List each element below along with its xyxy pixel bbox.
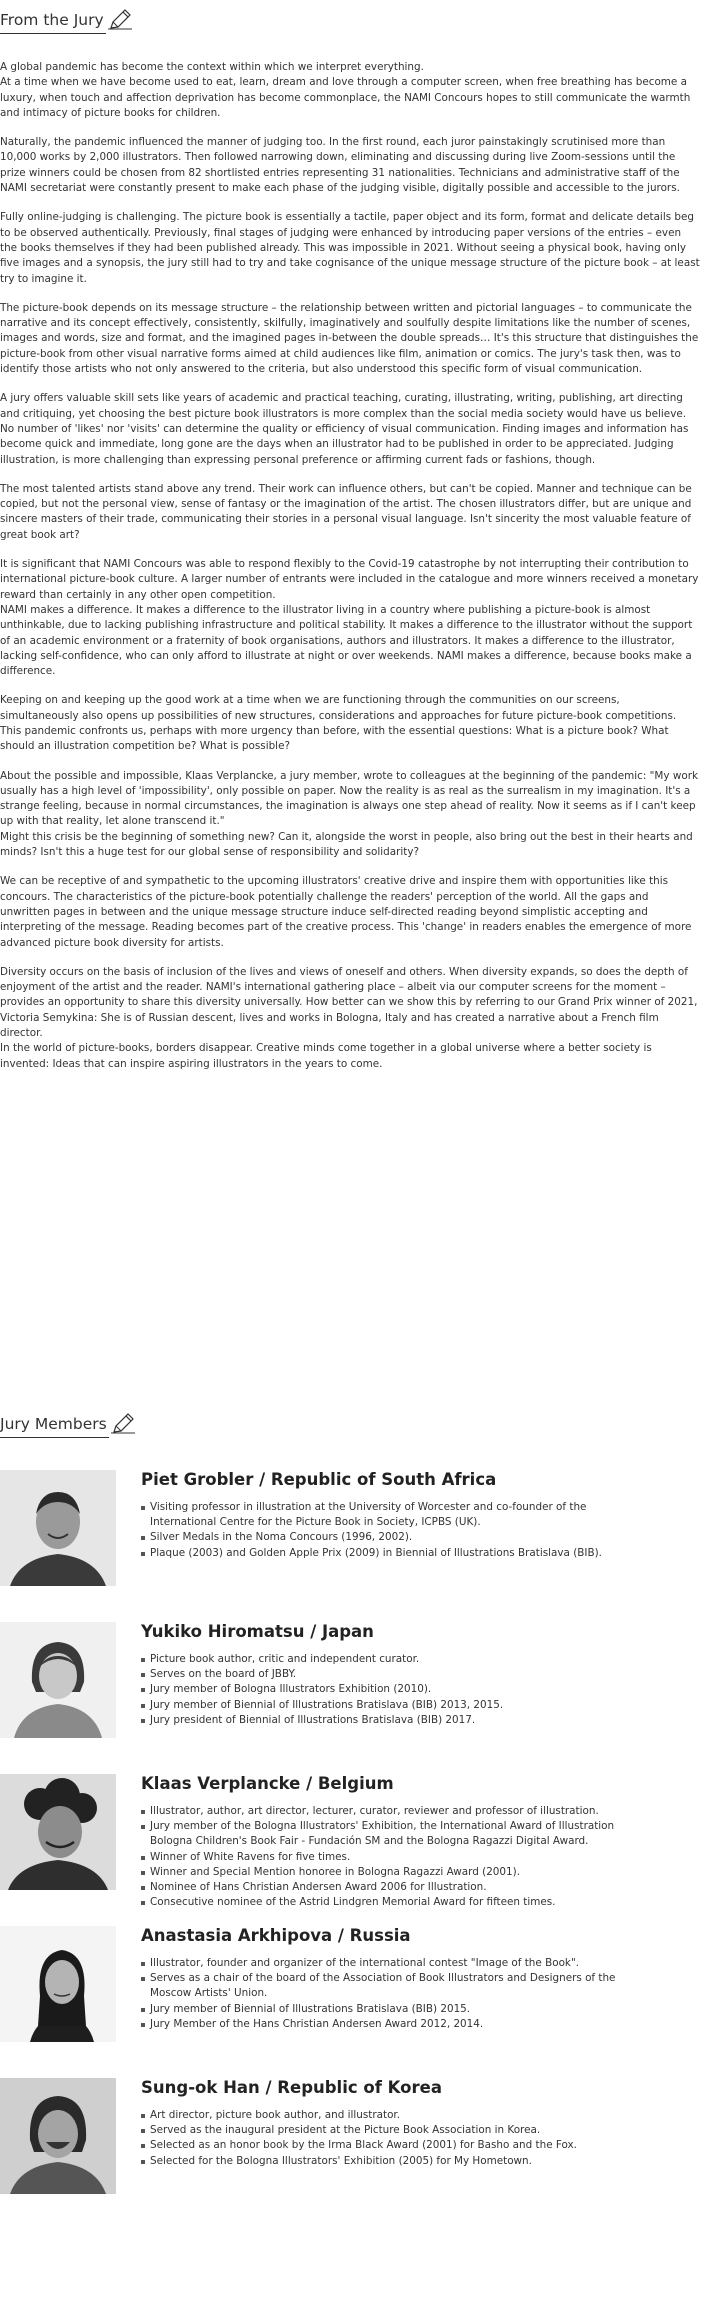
- credential-item: Selected as an honor book by the Irma Black Award (2001) for Basho and the Fox.: [139, 2138, 639, 2153]
- statement-paragraph: Diversity occurs on the basis of inclusion of the lives and views of oneself and others. When diversity expands, so does the depth of enjoyment of the artist and the reader. NAMI's international gathering place – albeit via our computer screens for the moment – provides an opportunity to share this diversity universally. How better can we show this by referring to our Grand Prix winner of 2021, Victoria Semykina: She is of Russian descent, lives and works in Bologna, Italy and has created a narrative about a French film director. In the world of picture-books, borders disappear. Creative minds come together in a global universe where a better society is invented: Ideas that can inspire aspiring illustrators in the years to come.: [0, 965, 698, 1070]
- jury-member-name: Sung-ok Han / Republic of Korea: [141, 2078, 442, 2097]
- pencil-icon: [111, 1412, 135, 1438]
- credential-item: Winner of White Ravens for five times.: [139, 1850, 639, 1865]
- statement-paragraph: We can be receptive of and sympathetic to the upcoming illustrators' creative drive and inspire them with opportunities like this concours. The characteristics of the picture-book potentially challenge the readers' perception of the world. All the gaps and unwritten pages in between and the unique message structure induce self-directed reading beyond simplistic accepting and interpreting of the message. Reading becomes part of the creative process. This 'change' in readers enables the emergence of more advanced picture book diversity for artists.: [0, 875, 692, 949]
- jury-member-photo: [0, 1470, 116, 1586]
- jury-statement: [0, 60, 700, 1086]
- statement-paragraph: Naturally, the pandemic influenced the manner of judging too. In the first round, each juror painstakingly scrutinised more than 10,000 works by 2,000 illustrators. Then followed narrowing down, eliminating and discussing during live Zoom-sessions until the prize winners could be chosen from 82 shortlisted entries representing 31 nationalities. Technicians and administrative staff of the NAMI secretariat were constantly present to make each phase of the judging visible, digitally possible and accessible to the jurors.: [0, 136, 680, 195]
- credential-item: Jury member of Biennial of Illustrations Bratislava (BIB) 2013, 2015.: [139, 1698, 639, 1713]
- jury-heading: [0, 8, 132, 34]
- jury-member-name: Yukiko Hiromatsu / Japan: [141, 1622, 374, 1641]
- statement-paragraph: The most talented artists stand above any trend. Their work can influence others, but can't be copied. Manner and technique can be copied, but not the personal view, sense of fantasy or the imagination of the artist. The chosen illustrators differ, but are unique and sincere masters of their trade, communicating their stories in a personal visual language. Isn't sincerity the most valuable feature of great book art?: [0, 482, 692, 541]
- statement-paragraph: Fully online-judging is challenging. The picture book is essentially a tactile, paper object and its form, format and delicate details beg to be observed authentically. Previously, final stages of judging were enhanced by introducing paper versions of the entries – even the books themselves if they had been published already. This was impossible in 2021. Without seeing a physical book, having only five images and a synopsis, the jury still had to try and take cognisance of the unique message structure of the picture book – at least try to imagine it.: [0, 211, 700, 285]
- jury-member-credentials: [139, 1500, 639, 1561]
- statement-paragraph: A global pandemic has become the context within which we interpret everything. At a time when we have become used to eat, learn, dream and love through a computer screen, when free breathing has become a luxury, when touch and affection deprivation has become commonplace, the NAMI Concours hopes to still communicate the warmth and intimacy of picture books for children.: [0, 61, 691, 119]
- jury-member-credentials: [139, 2108, 639, 2169]
- jury-member-name: Klaas Verplancke / Belgium: [141, 1774, 394, 1793]
- credential-item: Winner and Special Mention honoree in Bologna Ragazzi Award (2001).: [139, 1865, 639, 1880]
- credential-item: Serves as a chair of the board of the Association of Book Illustrators and Designers of the Moscow Artists' Union.: [139, 1971, 639, 2001]
- jury-member-photo: [0, 1774, 116, 1890]
- credential-item: Art director, picture book author, and illustrator.: [139, 2108, 639, 2123]
- jury-member-name: Anastasia Arkhipova / Russia: [141, 1926, 411, 1945]
- statement-paragraph: About the possible and impossible, Klaas Verplancke, a jury member, wrote to colleagues at the beginning of the pandemic: "My work usually has a high level of 'impossibility', only possible on paper. Now the reality is as real as the surrealism in my imagination. It's a strange feeling, because in normal circumstances, the imagination is always one step ahead of reality. Now it seems as if I can't keep up with that reality, let alone transcend it." Might this crisis be the beginning of something new? Can it, alongside the worst in people, also bring out the best in their hearts and minds? Isn't this a huge test for our global sense of responsibility and solidarity?: [0, 769, 698, 859]
- jury-heading-text: From the Jury: [0, 10, 106, 34]
- statement-paragraph: It is significant that NAMI Concours was able to respond flexibly to the Covid-19 catastrophe by not interrupting their contribution to international picture-book culture. A larger number of entrants were included in the catalogue and more winners received a monetary reward than certainly in any other open competition. NAMI makes a difference. It makes a difference to the illustrator living in a country where publishing a picture-book is almost unthinkable, due to lacking publishing infrastructure and political stability. It makes a difference to the illustrator without the support of an academic environment or a fraternity of book organisations, authors and illustrators. It makes a difference to the illustrator, lacking self-confidence, who can only afford to illustrate at night or over weekends. NAMI makes a difference, because books make a difference.: [0, 558, 699, 678]
- credential-item: Visiting professor in illustration at the University of Worcester and co-founder of the International Centre for the Picture Book in Society, ICPBS (UK).: [139, 1500, 639, 1530]
- credential-item: Consecutive nominee of the Astrid Lindgren Memorial Award for fifteen times.: [139, 1895, 639, 1910]
- statement-paragraph: A jury offers valuable skill sets like years of academic and practical teaching, curating, illustrating, writing, publishing, art directing and critiquing, yet choosing the best picture book illustrators is more complex than the social media society would have us believe. No number of 'likes' nor 'visits' can determine the quality or efficiency of visual communication. Finding images and information has become quick and immediate, long gone are the days when an illustrator had to be published in order to be appreciated. Judging illustration, is more challenging than expressing personal preference or affirming current fads or fashions, though.: [0, 392, 689, 466]
- credential-item: Jury president of Biennial of Illustrations Bratislava (BIB) 2017.: [139, 1713, 639, 1728]
- jury-member-photo: [0, 1926, 116, 2042]
- credential-item: Nominee of Hans Christian Andersen Award 2006 for Illustration.: [139, 1880, 639, 1895]
- members-heading-text: Jury Members: [0, 1414, 109, 1438]
- jury-member-credentials: [139, 1956, 639, 2032]
- statement-paragraph: The picture-book depends on its message structure – the relationship between written and pictorial languages – to communicate the narrative and its concept effectively, consistently, skilfully, imaginatively and soulfully despite limitations like the number of scenes, images and words, size and format, and the imagined pages in-between the double spreads… It's this structure that distinguishes the picture-book from other visual narrative forms aimed at child audiences like film, animation or comics. The jury's task then, was to identify those artists who not only answered to the criteria, but also understood this specific form of visual communication.: [0, 301, 699, 376]
- statement-paragraph: Keeping on and keeping up the good work at a time when we are functioning through the communities on our screens, simultaneously also opens up possibilities of new structures, considerations and approaches for future picture-book competitions. This pandemic confronts us, perhaps with more urgency than before, with the essential questions: What is a picture book? What should an illustration competition be? What is possible?: [0, 694, 677, 753]
- credential-item: Picture book author, critic and independent curator.: [139, 1652, 639, 1667]
- credential-item: Silver Medals in the Noma Concours (1996, 2002).: [139, 1530, 639, 1545]
- members-heading: [0, 1412, 135, 1438]
- credential-item: Jury Member of the Hans Christian Andersen Award 2012, 2014.: [139, 2017, 639, 2032]
- credential-item: Illustrator, author, art director, lecturer, curator, reviewer and professor of illustration.: [139, 1804, 639, 1819]
- jury-member-credentials: [139, 1804, 639, 1910]
- credential-item: Serves on the board of JBBY.: [139, 1667, 639, 1682]
- jury-member-photo: [0, 1622, 116, 1738]
- credential-item: Jury member of the Bologna Illustrators' Exhibition, the International Award of Illustration Bologna Children's Book Fair - Fundación SM and the Bologna Ragazzi Digital Award.: [139, 1819, 639, 1849]
- credential-item: Jury member of Bologna Illustrators Exhibition (2010).: [139, 1682, 639, 1697]
- jury-member-credentials: [139, 1652, 639, 1728]
- credential-item: Plaque (2003) and Golden Apple Prix (2009) in Biennial of Illustrations Bratislava (BIB).: [139, 1546, 639, 1561]
- jury-member-photo: [0, 2078, 116, 2194]
- pencil-icon: [108, 8, 132, 34]
- credential-item: Jury member of Biennial of Illustrations Bratislava (BIB) 2015.: [139, 2002, 639, 2017]
- credential-item: Illustrator, founder and organizer of the international contest "Image of the Book".: [139, 1956, 639, 1971]
- jury-member-name: Piet Grobler / Republic of South Africa: [141, 1470, 497, 1489]
- credential-item: Served as the inaugural president at the Picture Book Association in Korea.: [139, 2123, 639, 2138]
- credential-item: Selected for the Bologna Illustrators' Exhibition (2005) for My Hometown.: [139, 2154, 639, 2169]
